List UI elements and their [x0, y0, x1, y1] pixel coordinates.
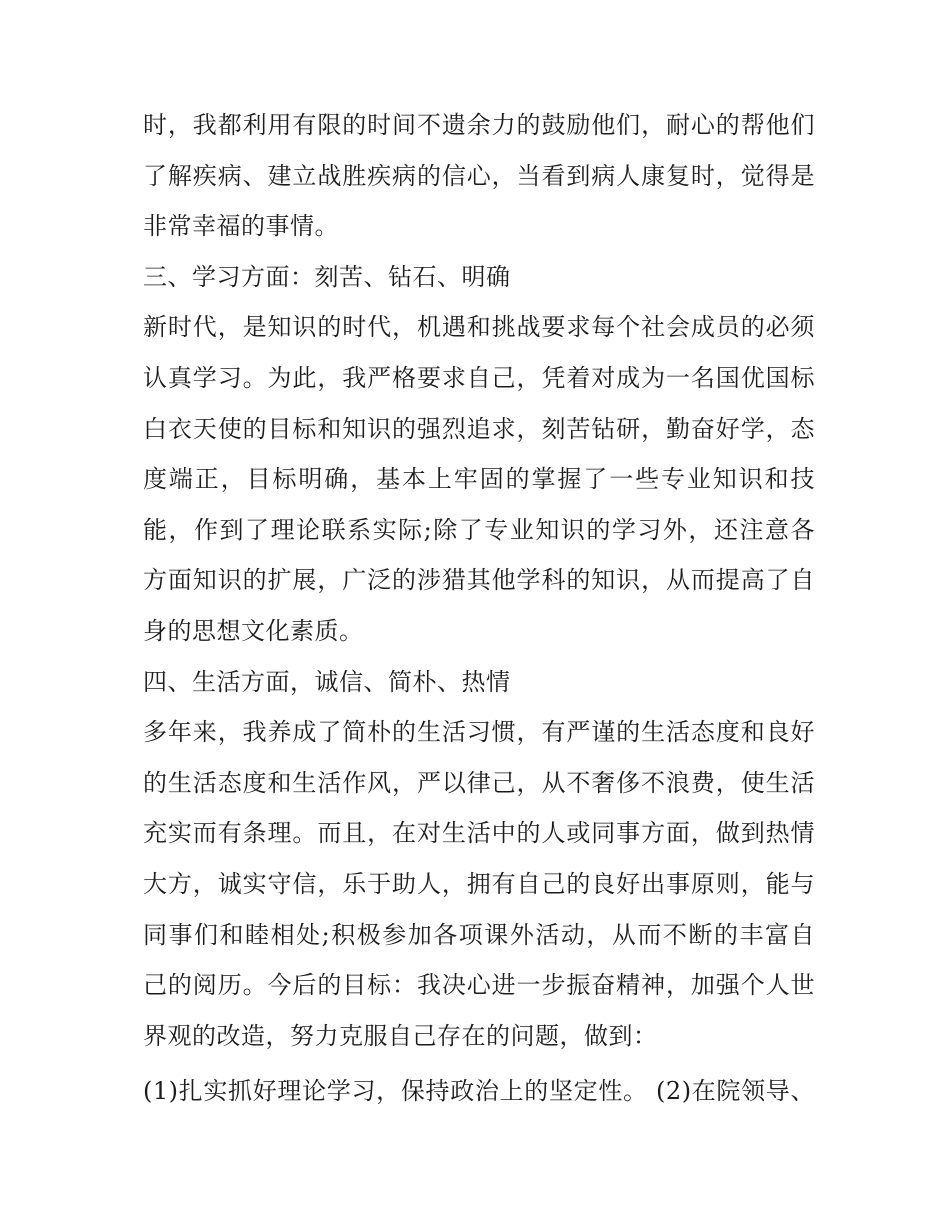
document-page: [143, 100, 815, 1117]
section-heading-study: 三、学习方面：刻苦、钻石、明确: [143, 262, 511, 291]
numbered-goals-line: (1)扎实抓好理论学习，保持政治上的坚定性。 (2)在院领导、: [143, 1077, 815, 1106]
text-line: 白衣天使的目标和知识的强烈追求，刻苦钻研，勤奋好学，态: [143, 414, 815, 443]
text-line: 充实而有条理。而且，在对生活中的人或同事方面，做到热情: [143, 819, 815, 848]
text-line: 方面知识的扩展，广泛的涉猎其他学科的知识，从而提高了自: [143, 566, 815, 595]
text-line: 的生活态度和生活作风，严以律己，从不奢侈不浪费，使生活: [143, 768, 815, 797]
text-line: 度端正，目标明确，基本上牢固的掌握了一些专业知识和技: [143, 465, 815, 494]
text-line: 新时代，是知识的时代，机遇和挑战要求每个社会成员的必须: [143, 313, 815, 342]
text-line: 能，作到了理论联系实际;除了专业知识的学习外，还注意各: [143, 515, 815, 544]
text-line: 了解疾病、建立战胜疾病的信心，当看到病人康复时，觉得是: [143, 161, 815, 190]
paragraph-end-line: 身的思想文化素质。: [143, 616, 364, 645]
text-line: 认真学习。为此，我严格要求自己，凭着对成为一名国优国标: [143, 363, 815, 392]
text-line: 己的阅历。今后的目标：我决心进一步振奋精神，加强个人世: [143, 971, 815, 1000]
text-line: 多年来，我养成了简朴的生活习惯，有严谨的生活态度和良好: [143, 718, 815, 747]
text-line: 同事们和睦相处;积极参加各项课外活动，从而不断的丰富自: [143, 920, 815, 949]
text-line: 大方，诚实守信，乐于助人，拥有自己的良好出事原则，能与: [143, 869, 815, 898]
section-heading-life: 四、生活方面，诚信、简朴、热情: [143, 667, 511, 696]
paragraph-end-line: 非常幸福的事情。: [143, 212, 339, 241]
paragraph-end-line: 界观的改造，努力克服自己存在的问题，做到：: [143, 1021, 658, 1050]
text-line: 时，我都利用有限的时间不遗余力的鼓励他们，耐心的帮他们: [143, 111, 815, 139]
